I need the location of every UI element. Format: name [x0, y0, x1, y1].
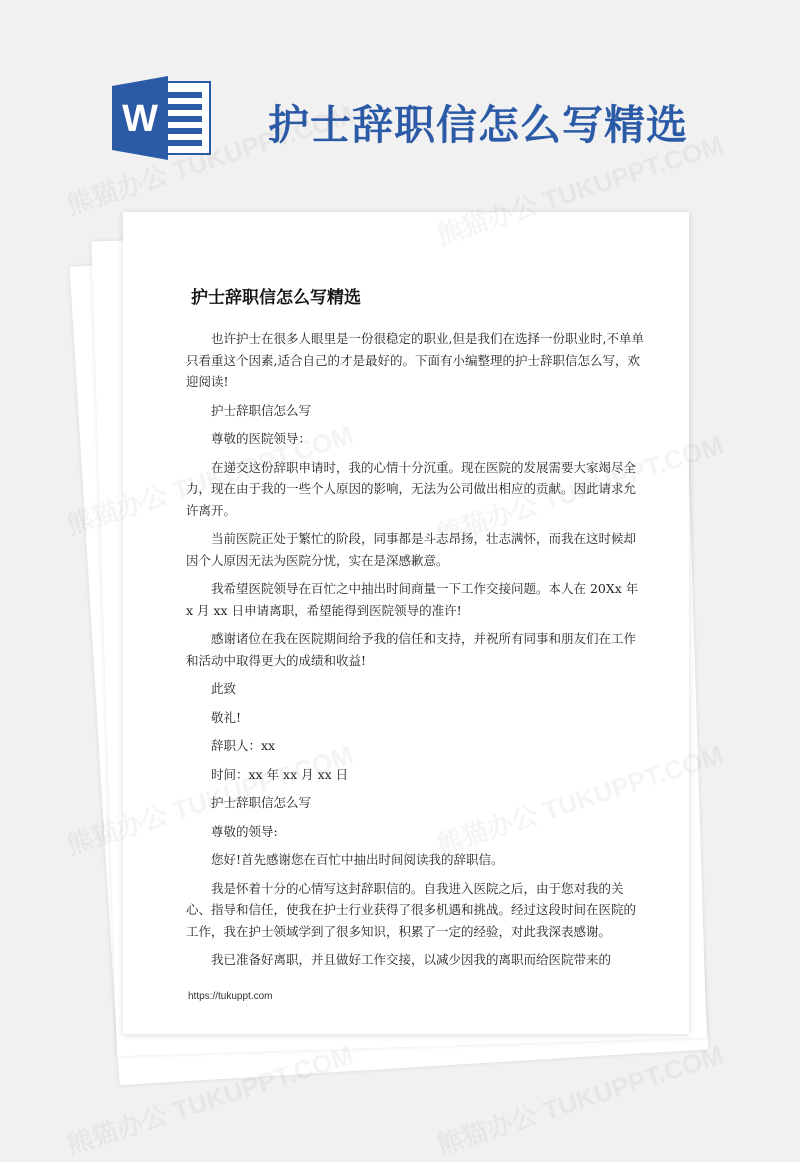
salutation: 尊敬的医院领导：	[211, 431, 312, 446]
section-heading: 护士辞职信怎么写	[211, 402, 312, 418]
closing-line: 此致	[211, 681, 237, 696]
word-document-icon	[112, 76, 212, 160]
document-body	[186, 328, 648, 978]
document-title: 护士辞职信怎么写精选	[191, 288, 361, 308]
paragraph: 当前医院正处于繁忙的阶段，同事都是斗志昂扬，壮志满怀，而我在这时候却因个人原因无法为医院分忧，实在是深感歉意。	[186, 531, 637, 568]
paragraph: 您好!首先感谢您在百忙中抽出时间阅读我的辞职信。	[211, 852, 504, 867]
paragraph: 我希望医院领导在百忙之中抽出时间商量一下工作交接问题。本人在 20Xx 年 x 月 xx 日申请离职，希望能得到医院领导的准许!	[186, 581, 639, 618]
salutation: 尊敬的领导:	[211, 823, 278, 839]
section-heading: 护士辞职信怎么写	[211, 795, 312, 810]
paragraph-intro: 也许护士在很多人眼里是一份很稳定的职业,但是我们在选择一份职业时,不单单只看重这个因素,适合自己的才是最好的。下面有小编整理的护士辞职信怎么写，欢迎阅读!	[186, 331, 644, 389]
banner-title: 护士辞职信怎么写精选	[268, 101, 688, 149]
closing-line: 敬礼!	[211, 709, 242, 725]
svg-text:W: W	[122, 98, 158, 140]
paragraph: 在递交这份辞职申请时，我的心情十分沉重。现在医院的发展需要大家竭尽全力，现在由于我的一些个人原因的影响，无法为公司做出相应的贡献。因此请求允许离开。	[186, 459, 637, 518]
date-line: 时间：xx 年 xx 月 xx 日	[211, 766, 349, 782]
paragraph: 我已准备好离职，并且做好工作交接，以减少因我的离职而给医院带来的	[211, 952, 612, 967]
signature-line: 辞职人：xx	[211, 738, 276, 753]
paragraph: 感谢诸位在我在医院期间给予我的信任和支持，并祝所有同事和朋友们在工作和活动中取得更大的成绩和收益!	[186, 631, 637, 668]
paragraph: 我是怀着十分的心情写这封辞职信的。自我进入医院之后，由于您对我的关心、指导和信任，使我在护士行业获得了很多机遇和挑战。经过这段时间在医院的工作，我在护士领域学到了很多知识，积累了一定的经验，对此我深表感谢。	[186, 880, 637, 939]
footer-url: https://tukuppt.com	[188, 991, 273, 1002]
document-page	[123, 212, 689, 1034]
